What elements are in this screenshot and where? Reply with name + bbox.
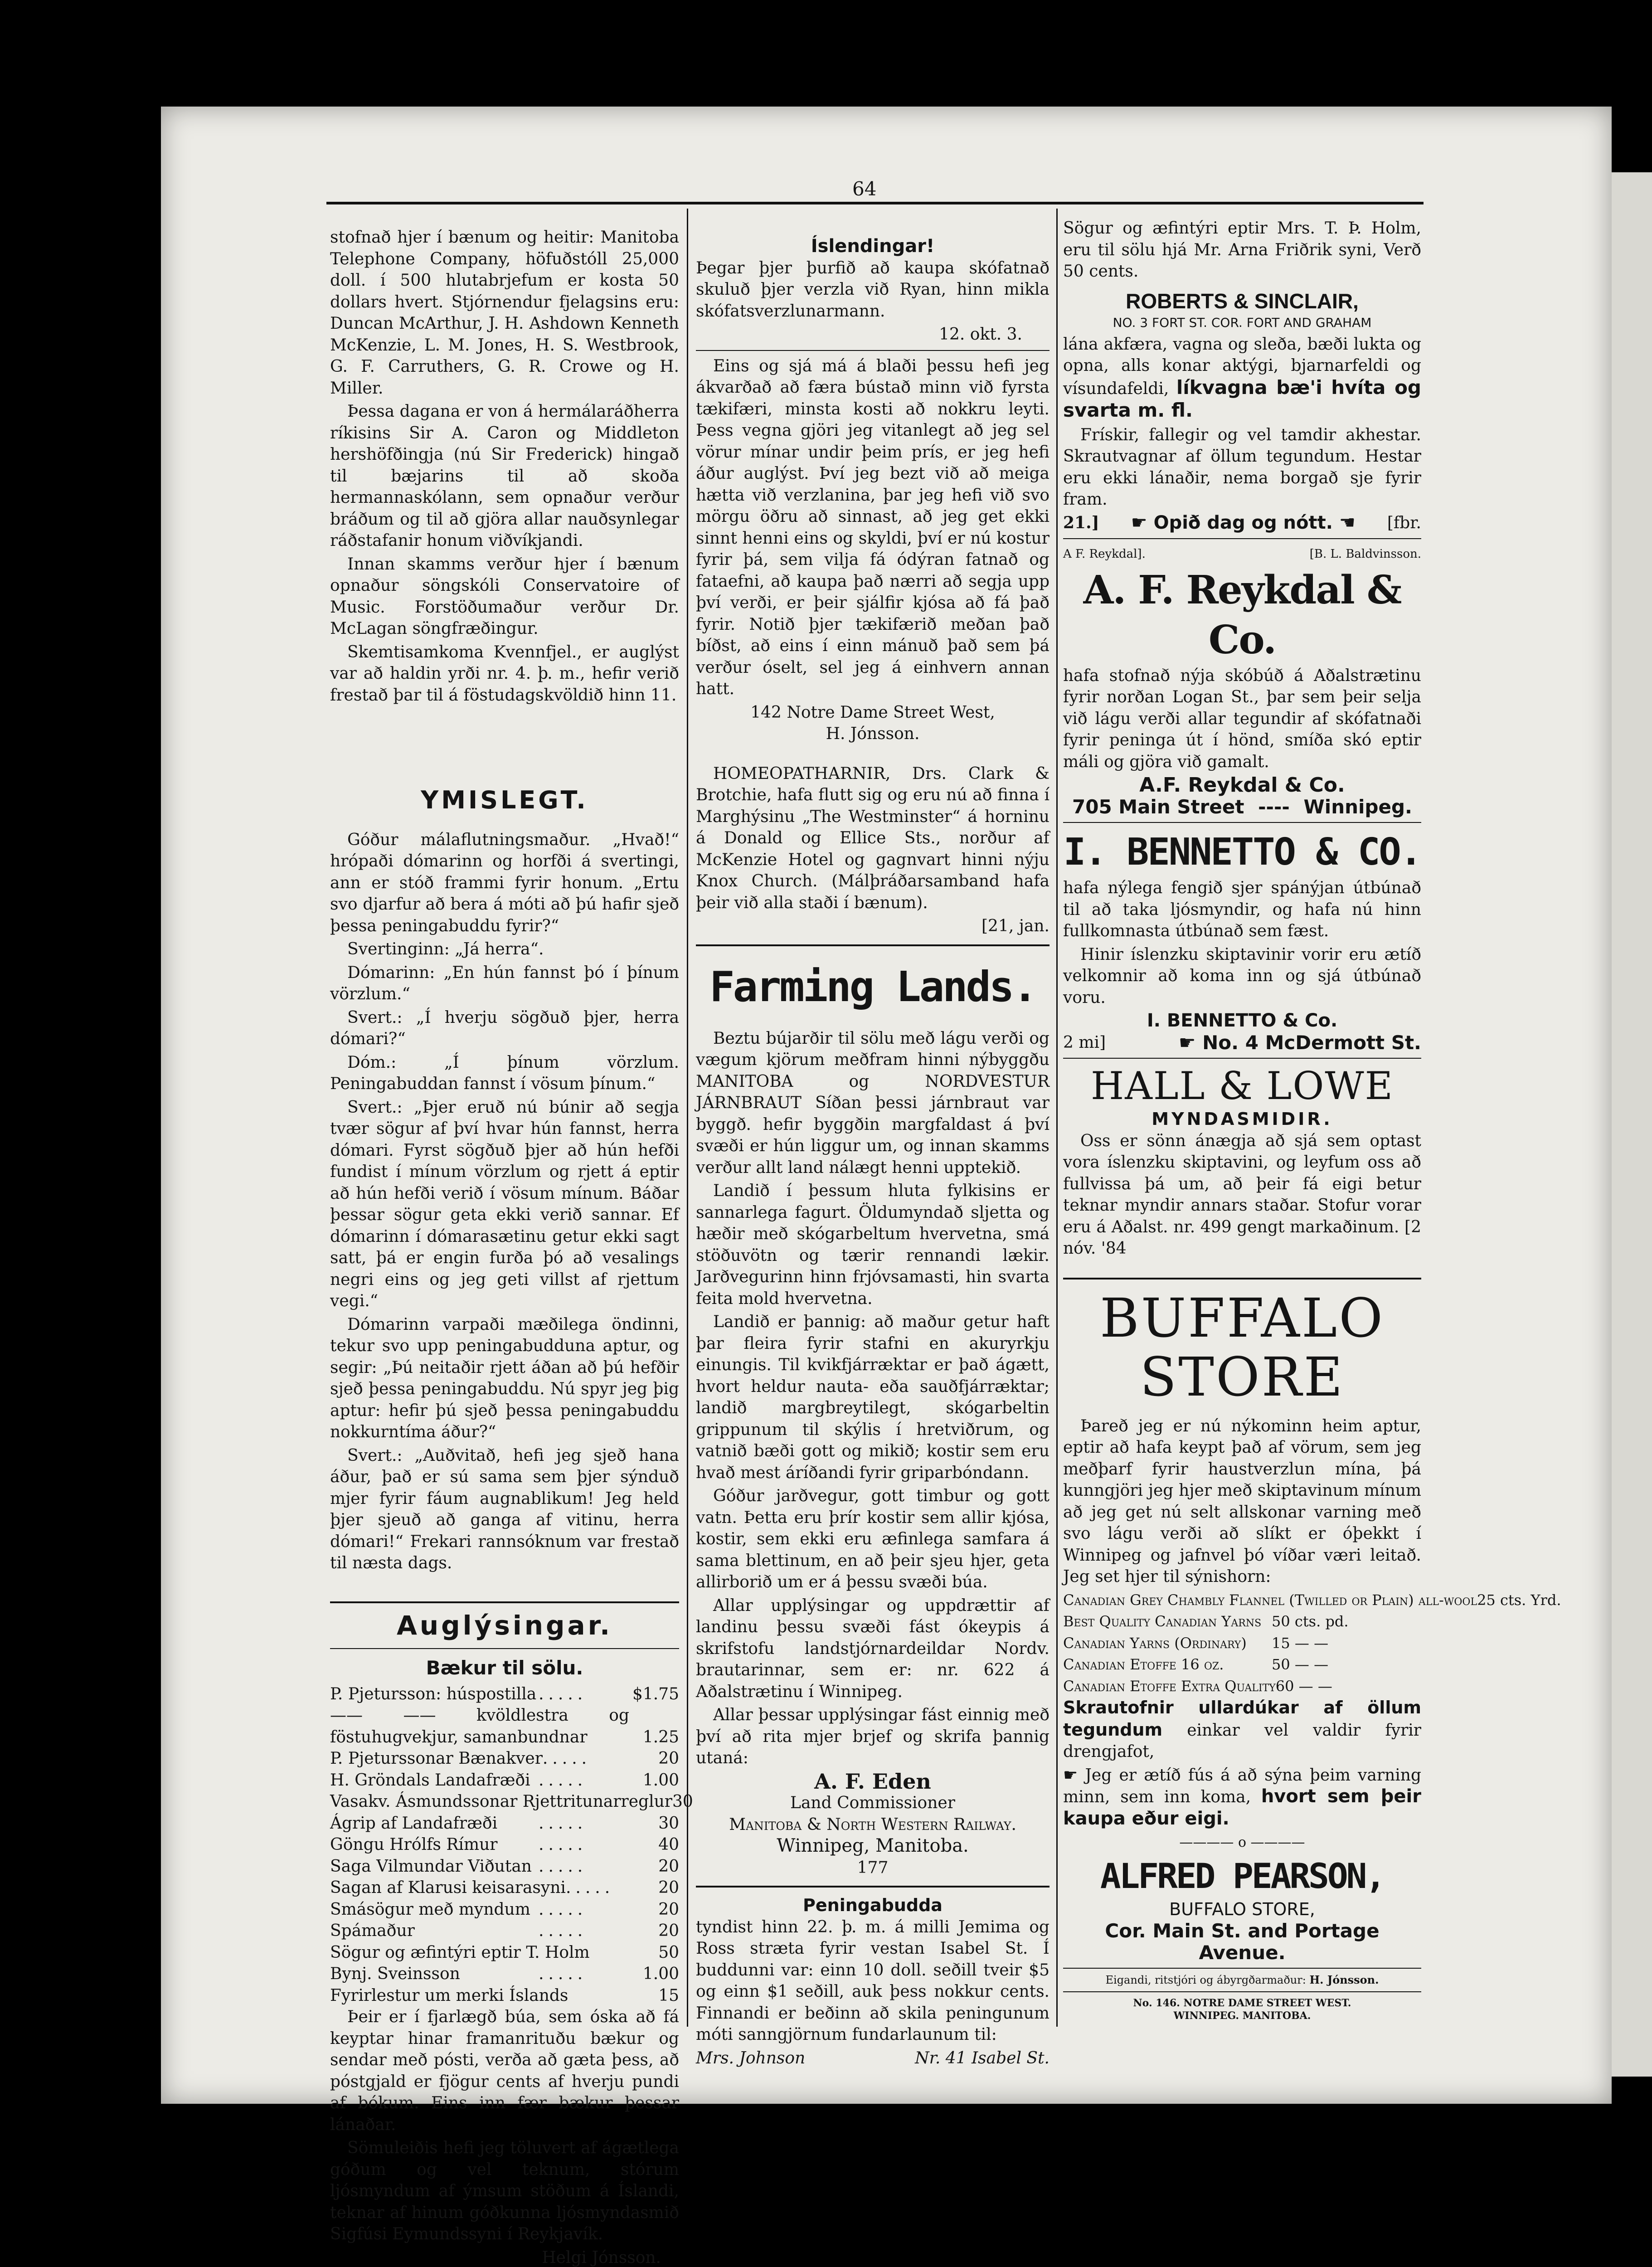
eden-railway: Manitoba & North Western Railway. <box>696 1814 1050 1836</box>
fabric-item: Canadian Yarns (Ordinary) 15 — — <box>1063 1633 1421 1654</box>
roberts-text: Frískir, fallegir og vel tamdir akhestar. Skrautvagnar af öllum tegundum. Hestar eru ekki lánaðir, nema borgað sje fyrir fram. <box>1063 424 1421 511</box>
court-paragraph: Dóm.: „Í þínum vörzlum. Peningabuddan fannst í vösum þínum.“ <box>330 1052 679 1095</box>
column-middle <box>696 227 1050 2069</box>
reykdal-address: 705 Main Street ---- Winnipeg. <box>1063 796 1421 818</box>
header-rule <box>326 202 1424 204</box>
section-heading: YMISLEGT. <box>330 789 679 811</box>
bennetto-text: hafa nýlega fengið sjer spánýjan útbúnað til að taka ljósmyndir, og hafa nú hinn fullkomnasta útbúnað sem fæst. <box>1063 877 1421 942</box>
ads-heading: Auglýsingar. <box>330 1615 679 1637</box>
column-rule-2 <box>1056 209 1058 2027</box>
store-title: STORE <box>1063 1348 1421 1406</box>
farming-paragraph: Beztu bújarðir til sölu með lágu verði og vægum kjörum meðfram hinni nýbyggðu MANITOBA og NORDVESTUR JÁRNBRAUT Síðan þessi járnbraut var byggð. hefir byggðin margfaldast á því svæði er hún liggur um, og innan skamms verður allt land nálægt henni upptekið. <box>696 1028 1050 1179</box>
buffalo-text: Skrautofnir ullardúkar af öllum tegundum einkar vel valdir fyrir drengjafot, <box>1063 1697 1421 1763</box>
court-paragraph: Svertinginn: „Já herra“. <box>330 939 679 960</box>
page-number: 64 <box>852 178 876 200</box>
jonsson-address: 142 Notre Dame Street West, <box>696 702 1050 724</box>
divider <box>696 944 1050 946</box>
court-paragraph: Dómarinn varpaði mæðilega öndinni, tekur svo upp peningabudduna aptur, og segir: „Þú neitaðir rjett áðan að þú hefðir sjeð þessa peningabuddu. Nú spyr jeg þig aptur: hefir þú sjeð þessa peningabuddu nokkurntíma áður?“ <box>330 1314 679 1443</box>
budda-text: tyndist hinn 22. þ. m. á milli Jemima og Ross stræta fyrir vestan Isabel St. Í buddunni var: einn 10 doll. seðill tveir $5 og einn $1 seðill, auk þess nokkur cents. Finnandi er beðinn að skila peningunum móti sanngjörnum fundarlaunum til: <box>696 1917 1050 2046</box>
farming-lands-title: Farming Lands. <box>696 960 1050 1014</box>
eden-name: A. F. Eden <box>696 1771 1050 1793</box>
fabric-item: Canadian Etoffe 16 oz. 50 — — <box>1063 1654 1421 1676</box>
bennetto-signature: I. BENNETTO & Co. <box>1063 1010 1421 1032</box>
bennetto-text: Hinir íslenzku skiptavinir vorir eru ætíð velkomnir að koma inn og sjá útbúnað voru. <box>1063 944 1421 1009</box>
books-heading: Bækur til sölu. <box>330 1657 679 1679</box>
hall-lowe-subtitle: MYNDASMIDIR. <box>1063 1109 1421 1130</box>
eden-city: Winnipeg, Manitoba. <box>696 1835 1050 1857</box>
pointing-hand-icon: ☛ <box>1131 512 1154 533</box>
roberts-text: lána akfæra, vagna og sleða, bæði lukta og opna, alls konar aktýgi, bjarnarfeldi og vísundafeldi, líkvagna bæ'i hvíta og svarta m. fl. <box>1063 334 1421 423</box>
pointing-hand-icon: ☛ <box>1179 1031 1202 1054</box>
budda-heading: Peningabudda <box>696 1895 1050 1917</box>
signature: Helgi Jónsson. <box>330 2247 679 2267</box>
book-item: —— —— kvöldlestra og föstuhugvekjur, samanbundnar 1.25 <box>330 1705 679 1748</box>
buffalo-title: BUFFALO <box>1063 1289 1421 1348</box>
court-paragraph: Svert.: „Í hverju sögðuð þjer, herra dómari?“ <box>330 1007 679 1050</box>
pearson-address: Cor. Main St. and Portage Avenue. <box>1063 1920 1421 1963</box>
buffalo-text: Þareð jeg er nú nýkominn heim aptur, eptir að hafa keypt það af vörum, sem jeg meðþarf fyrir haustverzlun mína, þá kunngjöri jeg hjer með skiptavinum mínum að jeg get nú selt allskonar varning með svo lágu verði að slíkt er óþekkt í Winnipeg og jafnvel þó víðar væri leitað. Jeg set hjer til sýnishorn: <box>1063 1416 1421 1588</box>
news-paragraph: Þessa dagana er von á hermálaráðherra ríkisins Sir A. Caron og Middleton hershöfðingja (nú Sir Frederick) hingað til bæjarins til að skoða hermannaskólann, sem opnaður verður bráðum og til að gjöra allar nauðsynlegar ráðstafanir honum viðvíkjandi. <box>330 401 679 552</box>
book-item: P. Pjetursson: húspostilla ..... $1.75 <box>330 1683 679 1705</box>
buffalo-text: ☛ Jeg er ætíð fús á að sýna þeim varning minn, sem inn koma, hvort sem þeir kaupa eður eigi. <box>1063 1765 1421 1830</box>
book-item: Bynj. Sveinsson ..... 1.00 <box>330 1963 679 1985</box>
roberts-sinclair-title: ROBERTS & SINCLAIR, <box>1063 291 1421 312</box>
footer-owner: Eigandi, ritstjóri og ábyrgðarmaður: H. Jónsson. <box>1063 1973 1421 1987</box>
farming-paragraph: Landið í þessum hluta fylkisins er sannarlega fagurt. Öldumyndað sljetta og hæðir með skógarbeltum hvervetna, smá stöðuvötn og tærir rennandi lækir. Jarðvegurinn hinn frjóvsamasti, hin svarta feita mold hvervetna. <box>696 1180 1050 1309</box>
pointing-hand-icon: ☚ <box>1333 512 1356 533</box>
hall-lowe-title: HALL & LOWE <box>1063 1063 1421 1109</box>
pearson-store: BUFFALO STORE, <box>1063 1899 1421 1921</box>
court-paragraph: Svert.: „Þjer eruð nú búnir að segja tvær sögur af því hvar hún fannst, herra dómari. Fyrst sögðuð þjer að hún hefði fundist í mínum vörzlum og rjett á eptir að hún hefði verið í vösum mínum. Báðar þessar sögur geta ekki verið sannar. Ef dómarinn í dómarasætinu getur ekki sagt satt, þá er engin furða þó að vesalings negri eins og jeg geti villst af rjettum vegi.“ <box>330 1097 679 1312</box>
roberts-sinclair-address: NO. 3 FORT ST. COR. FORT AND GRAHAM <box>1063 312 1421 334</box>
telephone-company-text: stofnað hjer í bænum og heitir: Manitoba Telephone Company, höfuðstóll 25,000 doll. í 500 hlutabrjefum er kosta 50 dollars hvert. Stjórnendur fjelagsins eru: Duncan McArthur, J. H. Ashdown Kenneth McKenzie, L. M. Jones, H. S. Westbrook, G. F. Carruthers, G. R. Crowe og H. Miller. <box>330 227 679 399</box>
pearson-title: ALFRED PEARSON, <box>1063 1853 1421 1899</box>
roberts-open: 21.] ☛ Opið dag og nótt. ☚ [fbr. <box>1063 512 1421 534</box>
court-paragraph: Svert.: „Auðvitað, hefi jeg sjeð hana áður, það er sú sama sem þjer sýnduð mjer fyrir fáum augnablikum! Jeg held þjer sjeuð að ganga af vitinu, herra dómari!“ Frekari rannsóknum var frestað til næsta dags. <box>330 1445 679 1574</box>
book-item: Sagan af Klarusi keisarasyni ..... 20 <box>330 1877 679 1899</box>
eden-number: 177 <box>696 1857 1050 1879</box>
farming-paragraph: Landið er þannig: að maður getur haft þar fleira fyrir stafni en akuryrkju einungis. Til kvikfjárræktar er það ágætt, hvort heldur nauta- eða sauðfjárræktar; landið margbreytilegt, skógarbeltin grippunum til skýlis í hretviðrum, og vatnið bæði gott og mikið; kostir sem eru hvað mest áríðandi fyrir griparbóndann. <box>696 1311 1050 1484</box>
divider <box>1063 1991 1421 1992</box>
news-paragraph: Skemtisamkoma Kvennfjel., er auglýst var að haldin yrði nr. 4. þ. m., hefir verið frestað þar til á föstudagskvöldið hinn 11. <box>330 642 679 706</box>
reykdal-signature: A.F. Reykdal & Co. <box>1063 774 1421 796</box>
footer-city: WINNIPEG. MANITOBA. <box>1063 2009 1421 2022</box>
bennetto-title: I. BENNETTO & CO. <box>1063 827 1421 877</box>
reykdal-title: A. F. Reykdal & Co. <box>1063 565 1421 665</box>
budda-signature: Mrs. Johnson Nr. 41 Isabel St. <box>696 2048 1050 2069</box>
hall-lowe-text: Oss er sönn ánægja að sjá sem optast vora íslenzku skiptavini, og leyfum oss að fullvissa þá um, að þeir fá eigi betur teknar myndir annars staðar. Stofur vorar eru á Aðalst. nr. 499 gengt markaðinum. [2 nóv. '84 <box>1063 1130 1421 1260</box>
farming-paragraph: Góður jarðvegur, gott timbur og gott vatn. Þetta eru þrír kostir sem allir kjósa, kostir, sem ekki eru æfinlega samfara á sama blettinum, en að þeir sjeu hjer, geta allirborið um er á þessu svæði búa. <box>696 1485 1050 1593</box>
book-item: Vasakv. Ásmundssonar Rjettritunarreglur 30 <box>330 1791 679 1813</box>
islendingar-heading: Íslendingar! <box>696 236 1050 258</box>
jonsson-name: H. Jónsson. <box>696 723 1050 745</box>
book-item: P. Pjeturssonar Bænakver ..... 20 <box>330 1748 679 1770</box>
fabric-item: Canadian Grey Chambly Flannel (Twilled or Plain) all-wool 25 cts. Yrd. <box>1063 1590 1421 1611</box>
homeopath-notice: HOMEOPATHARNIR, Drs. Clark & Brotchie, hafa flutt sig og eru nú að finna í Marghýsinu „The Westminster“ á horninu á Donald og Ellice Sts., norður af McKenzie Hotel og gagnvart hinni nýju Knox Church. (Málþráðarsamband hafa þeir við alla staði í bænum). <box>696 763 1050 914</box>
book-item: Sögur og æfintýri eptir T. Holm 50 <box>330 1942 679 1964</box>
fabric-item: Best Quality Canadian Yarns 50 cts. pd. <box>1063 1611 1421 1633</box>
column-left <box>330 227 679 2267</box>
book-item: Smásögur með myndum ..... 20 <box>330 1899 679 1921</box>
court-paragraph: Dómarinn: „En hún fannst þó í þínum vörzlum.“ <box>330 962 679 1005</box>
books-note: Sömuleiðis hefi jeg töluvert af ágætlega góðum og vel teknum, stórum ljósmyndum af ýmsum stöðum á Íslandi, teknar af hinum góðkunna ljósmyndasmið Sigfúsi Eymundssyni í Reykjavík. <box>330 2137 679 2245</box>
news-paragraph: Innan skamms verður hjer í bænum opnaður söngskóli Conservatoire of Music. Forstöðumaður verður Dr. McLagan söngfræðingur. <box>330 554 679 640</box>
jonsson-notice: Eins og sjá má á blaði þessu hefi jeg ákvarðað að færa bústað minn við fyrsta tækifæri, minsta kosti að nokkru leyti. Þess vegna gjöri jeg vitanlegt að jeg sel vörur mínar undir þeim prís, er jeg hefi áður auglýst. Því jeg bezt við að meiga hætta við verzlanina, þar jeg hefi við svo mörgu öðru að sinnast, að jeg get ekki sinnt henni eins og skyldi, því er nú kostur fyrir þá, sem vilja fá ódýran fatnað og fataefni, að kaupa það nærri að segja upp því verði, er þeir sjálfir kjósa að fá það fyrir. Notið þjer tækifærið meðan það bíðst, að eins í einn mánuð það sem þá verður óselt, sel jeg á einhvern annan hatt. <box>696 355 1050 700</box>
book-list <box>330 1683 679 2007</box>
fabric-price-list <box>1063 1590 1421 1698</box>
book-item: Spámaður ..... 20 <box>330 1920 679 1942</box>
divider <box>1063 1058 1421 1059</box>
homeopath-date: [21, jan. <box>696 915 1050 937</box>
divider <box>1063 1278 1421 1279</box>
book-item: Göngu Hrólfs Rímur ..... 40 <box>330 1834 679 1856</box>
reykdal-partners: A F. Reykdal]. [B. L. Baldvinsson. <box>1063 544 1421 565</box>
adjacent-page-edge <box>1605 172 1652 2077</box>
islendingar-text: Þegar þjer þurfið að kaupa skófatnað skuluð þjer verzla við Ryan, hinn mikla skófatsverzlunarmann. <box>696 258 1050 322</box>
divider <box>696 350 1050 351</box>
divider <box>330 1648 679 1649</box>
divider <box>330 1601 679 1603</box>
farming-paragraph: Allar upplýsingar og uppdrættir af landinu þessu svæði fást ókeypis á skrifstofu landstjórnardeildar Nordv. brautarinnar, sem er: nr. 622 á Aðalstrætinu í Winnipeg. <box>696 1595 1050 1703</box>
islendingar-date: 12. okt. 3. <box>696 324 1050 345</box>
divider <box>1063 822 1421 823</box>
book-item: Ágrip af Landafræði ..... 30 <box>330 1813 679 1834</box>
pointing-hand-icon: ☛ <box>1063 1766 1085 1785</box>
column-right <box>1063 218 1421 2022</box>
books-note: Þeir er í fjarlægð búa, sem óska að fá keyptar hinar framanrituðu bækur og sendar með pósti, verða að gæta þess, að póstgjald er fjögur cents af hverju pundi af bókum. Eins inn fær bækur þessar lánaðar. <box>330 2006 679 2136</box>
fabric-item: Canadian Etoffe Extra Quality 60 — — <box>1063 1676 1421 1698</box>
footer-address: No. 146. NOTRE DAME STREET WEST. <box>1063 1997 1421 2009</box>
ornament-divider: ———— o ———— <box>1063 1832 1421 1853</box>
divider <box>1063 1968 1421 1969</box>
book-item: Fyrirlestur um merki Íslands 15 <box>330 1985 679 2007</box>
reykdal-text: hafa stofnað nýja skóbúð á Aðalstrætinu fyrir norðan Logan St., þar sem þeir selja við lágu verði allar tegundir af skófatnaði fyrir peninga út í hönd, smíða skó eptir máli og gjöra við gamalt. <box>1063 665 1421 773</box>
farming-paragraph: Allar þessar upplýsingar fást einnig með því að rita mjer brjef og skrifa þannig utaná: <box>696 1704 1050 1769</box>
eden-title: Land Commissioner <box>696 1792 1050 1814</box>
bennetto-address-row: 2 mi] ☛ No. 4 McDermott St. <box>1063 1032 1421 1054</box>
book-item: H. Gröndals Landafræði ..... 1.00 <box>330 1770 679 1791</box>
divider <box>696 1886 1050 1888</box>
divider <box>1063 538 1421 539</box>
book-item: Saga Vilmundar Viðutan ..... 20 <box>330 1856 679 1878</box>
column-rule-1 <box>687 209 688 2027</box>
court-paragraph: Góður málaflutningsmaður. „Hvað!“ hrópaði dómarinn og horfði á svertingi, ann er stóð frammi fyrir honum. „Ertu svo djarfur að bera á móti að þú hafir sjeð þessa peningabuddu fyrir?“ <box>330 829 679 937</box>
sogur-notice: Sögur og æfintýri eptir Mrs. T. Þ. Holm, eru til sölu hjá Mr. Arna Friðrik syni, Verð 50 cents. <box>1063 218 1421 282</box>
